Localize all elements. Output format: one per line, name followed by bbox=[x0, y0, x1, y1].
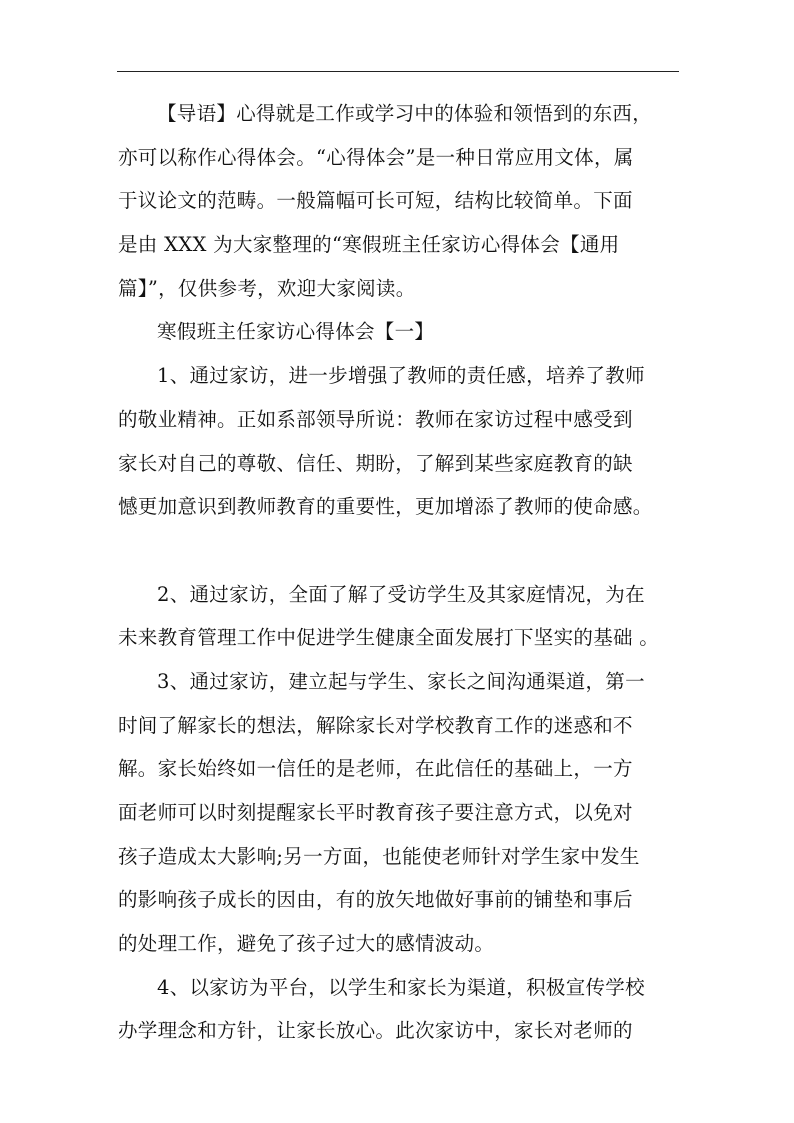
text-line: 是由 XXX 为大家整理的“寒假班主任家访心得体会【通用 bbox=[118, 233, 620, 257]
text-line: 4、以家访为平台，以学生和家长为渠道，积极宣传学校 bbox=[157, 975, 645, 999]
text-line: 的影响孩子成长的因由，有的放矢地做好事前的铺垫和事后 bbox=[118, 888, 633, 912]
text-line: 于议论文的范畴。一般篇幅可长可短，结构比较简单。下面 bbox=[118, 189, 633, 213]
intro-paragraph bbox=[118, 92, 683, 310]
document-body bbox=[118, 92, 683, 1053]
paragraph-2 bbox=[118, 573, 683, 660]
text-line: 家长对自己的尊敬、信任、期盼，了解到某些家庭教育的缺 bbox=[118, 451, 633, 475]
text-line: 亦可以称作心得体会。“心得体会”是一种日常应用文体，属 bbox=[118, 145, 634, 169]
text-line: 憾更加意识到教师教育的重要性，更加增添了教师的使命感。 bbox=[118, 495, 653, 519]
text-line: 办学理念和方针，让家长放心。此次家访中，家长对老师的 bbox=[118, 1019, 633, 1043]
paragraph-1 bbox=[118, 354, 683, 529]
blank-line bbox=[118, 529, 683, 573]
text-line: 解。家长始终如一信任的是老师，在此信任的基础上，一方 bbox=[118, 757, 633, 781]
paragraph-4 bbox=[118, 966, 683, 1053]
header-rule bbox=[117, 71, 679, 72]
text-line: 2、通过家访，全面了解了受访学生及其家庭情况，为在 bbox=[157, 582, 645, 606]
text-line: 的处理工作，避免了孩子过大的感情波动。 bbox=[118, 932, 495, 956]
text-line: 的敬业精神。正如系部领导所说：教师在家访过程中感受到 bbox=[118, 407, 633, 431]
section-title: 寒假班主任家访心得体会【一】 bbox=[157, 320, 435, 344]
text-line: 1、通过家访，进一步增强了教师的责任感，培养了教师 bbox=[157, 364, 645, 388]
paragraph-3 bbox=[118, 660, 683, 966]
text-line: 未来教育管理工作中促进学生健康全面发展打下坚实的基础 。 bbox=[118, 626, 660, 650]
text-line: 篇】”，仅供参考，欢迎大家阅读。 bbox=[118, 276, 416, 300]
text-line: 3、通过家访，建立起与学生、家长之间沟通渠道，第一 bbox=[157, 669, 645, 693]
text-line: 时间了解家长的想法，解除家长对学校教育工作的迷惑和不 bbox=[118, 713, 633, 737]
text-line: 孩子造成太大影响;另一方面，也能使老师针对学生家中发生 bbox=[118, 844, 640, 868]
text-line: 面老师可以时刻提醒家长平时教育孩子要注意方式，以免对 bbox=[118, 801, 633, 824]
text-line: 【导语】心得就是工作或学习中的体验和领悟到的东西， bbox=[157, 102, 653, 125]
